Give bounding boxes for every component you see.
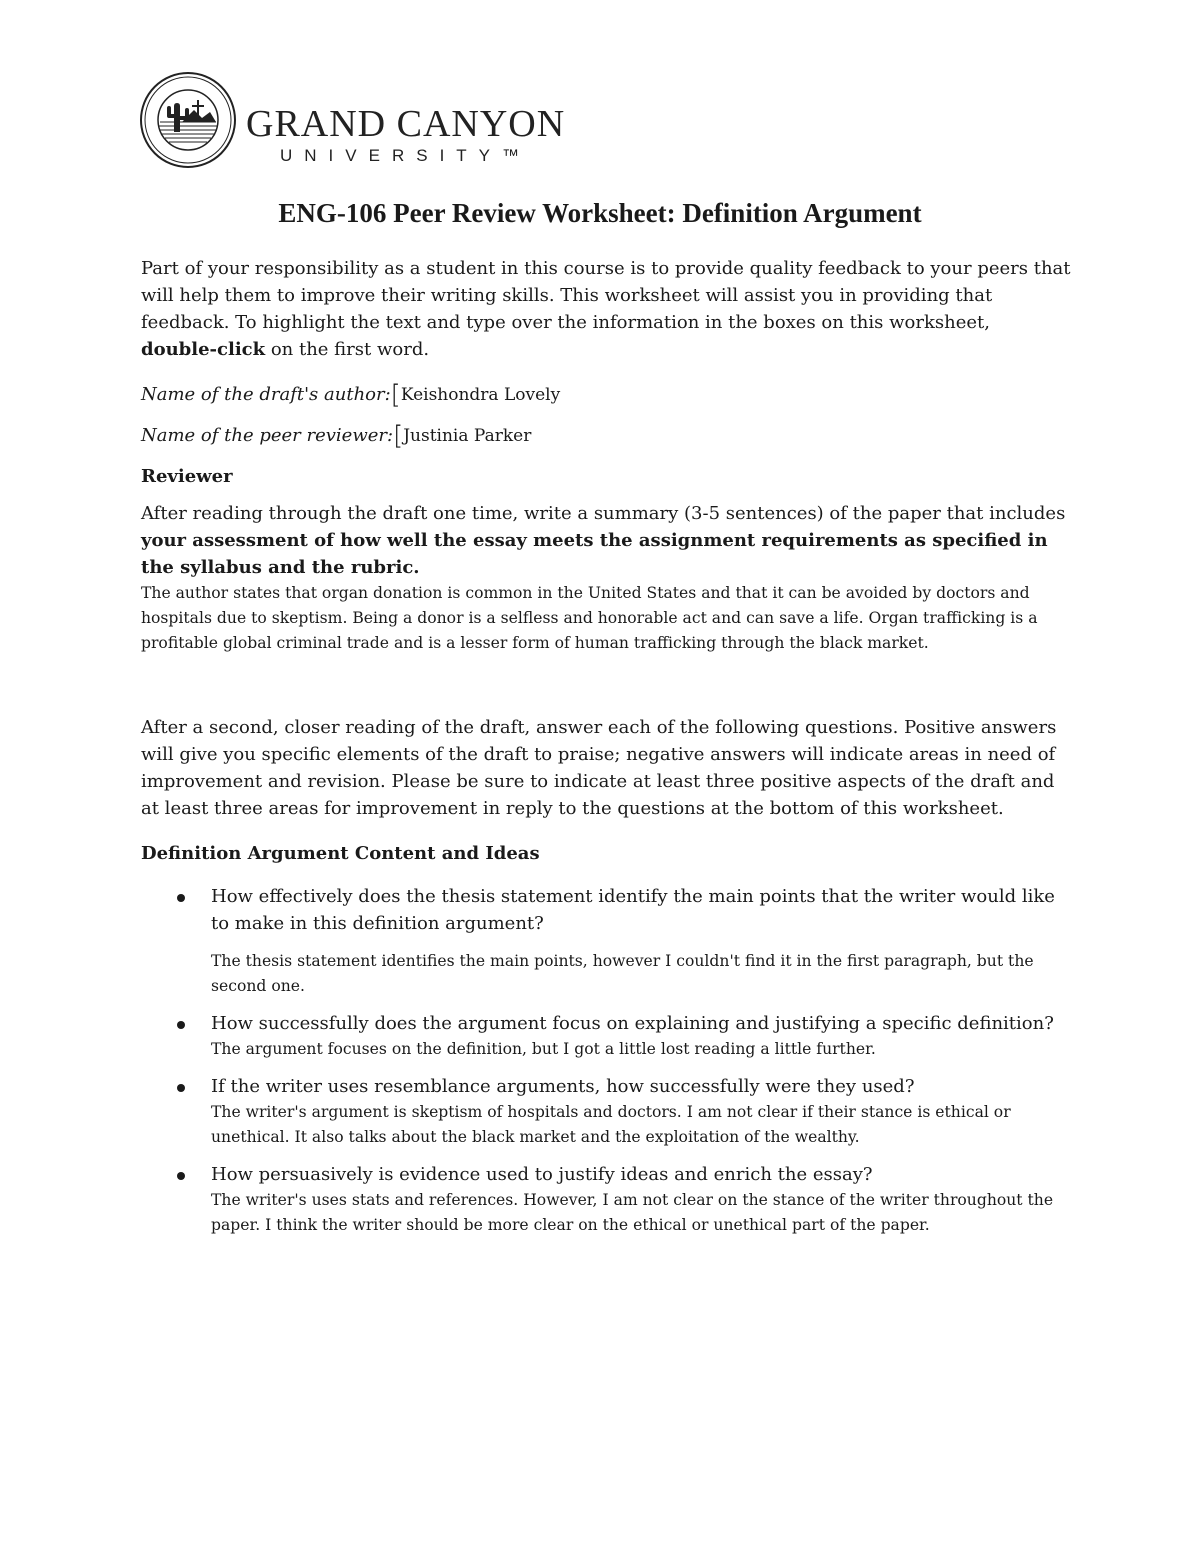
reviewer-row bbox=[141, 422, 1071, 450]
author-label: Name of the draft's author: bbox=[141, 384, 391, 405]
bullet-icon bbox=[177, 894, 185, 902]
bullet-icon bbox=[177, 1084, 185, 1092]
intro-text-end: on the first word. bbox=[265, 339, 430, 360]
question-list bbox=[141, 883, 1071, 1238]
summary-prompt-bold: your assessment of how well the essay meets the assignment requirements as specified in the syllabus and the rubric. bbox=[141, 530, 1048, 578]
question-text: How persuasively is evidence used to justify ideas and enrich the essay? bbox=[211, 1164, 873, 1185]
author-name-field[interactable]: Keishondra Lovely bbox=[400, 385, 561, 405]
reviewer-heading: Reviewer bbox=[141, 466, 233, 487]
form-field-bracket-icon: [ bbox=[390, 380, 401, 410]
worksheet-content bbox=[141, 255, 1071, 1249]
answer-field[interactable]: The thesis statement identifies the main points, however I couldn't find it in the first paragraph, but the second one. bbox=[211, 952, 1034, 995]
university-wordmark bbox=[246, 104, 565, 168]
question-text: How successfully does the argument focus on explaining and justifying a specific definition? bbox=[211, 1013, 1054, 1034]
page-title: ENG-106 Peer Review Worksheet: Definition Argument bbox=[278, 198, 922, 228]
question-text: If the writer uses resemblance arguments, how successfully were they used? bbox=[211, 1076, 915, 1097]
list-item bbox=[141, 1161, 1071, 1238]
list-item bbox=[141, 1073, 1071, 1150]
wordmark-grand-canyon: GRAND CANYON bbox=[246, 103, 566, 145]
content-ideas-heading: Definition Argument Content and Ideas bbox=[141, 843, 540, 864]
summary-prompt-text: After reading through the draft one time, write a summary (3-5 sentences) of the paper that includes bbox=[141, 503, 1066, 524]
summary-response-field[interactable]: The author states that organ donation is common in the United States and that it can be avoided by doctors and hospitals due to skeptism. Being a donor is a selfless and honorable act and can save a life. Organ trafficking is a profitable global criminal trade and is a lesser form of human trafficking through the black market. bbox=[141, 584, 1038, 652]
summary-prompt bbox=[141, 500, 1071, 581]
author-row bbox=[141, 381, 1071, 409]
intro-paragraph bbox=[141, 255, 1071, 363]
wordmark-university: UNIVERSITY™ bbox=[280, 146, 532, 165]
intro-bold-text: double-click bbox=[141, 339, 266, 360]
answer-field[interactable]: The argument focuses on the definition, but I got a little lost reading a little further. bbox=[211, 1040, 876, 1058]
bullet-icon bbox=[177, 1021, 185, 1029]
second-reading-paragraph: After a second, closer reading of the draft, answer each of the following questions. Positive answers will give you specific elements of the draft to praise; negative answers will indicate areas in need of improvement and revision. Please be sure to indicate at least three positive aspects of the draft and at least three areas for improvement in reply to the questions at the bottom of this worksheet. bbox=[141, 717, 1057, 819]
answer-field[interactable]: The writer's uses stats and references. However, I am not clear on the stance of the writer throughout the paper. I think the writer should be more clear on the ethical or unethical part of the paper. bbox=[211, 1191, 1054, 1234]
spacer bbox=[141, 656, 1071, 714]
list-item bbox=[141, 1010, 1071, 1062]
bullet-icon bbox=[177, 1172, 185, 1180]
university-seal-icon bbox=[138, 70, 238, 170]
university-logo bbox=[138, 70, 598, 170]
reviewer-label: Name of the peer reviewer: bbox=[141, 425, 394, 446]
answer-field[interactable]: The writer's argument is skeptism of hospitals and doctors. I am not clear if their stance is ethical or unethical. It also talks about the black market and the exploitation of the wealthy. bbox=[211, 1103, 1011, 1146]
form-field-bracket-icon: [ bbox=[393, 421, 404, 451]
intro-text: Part of your responsibility as a student in this course is to provide quality feedback to your peers that will help them to improve their writing skills. This worksheet will assist you in providing that feedback. To highlight the text and type over the information in the boxes on this worksheet, bbox=[141, 258, 1071, 333]
question-text: How effectively does the thesis statement identify the main points that the writer would like to make in this definition argument? bbox=[211, 886, 1055, 934]
reviewer-name-field[interactable]: Justinia Parker bbox=[403, 426, 532, 446]
list-item bbox=[141, 883, 1071, 999]
